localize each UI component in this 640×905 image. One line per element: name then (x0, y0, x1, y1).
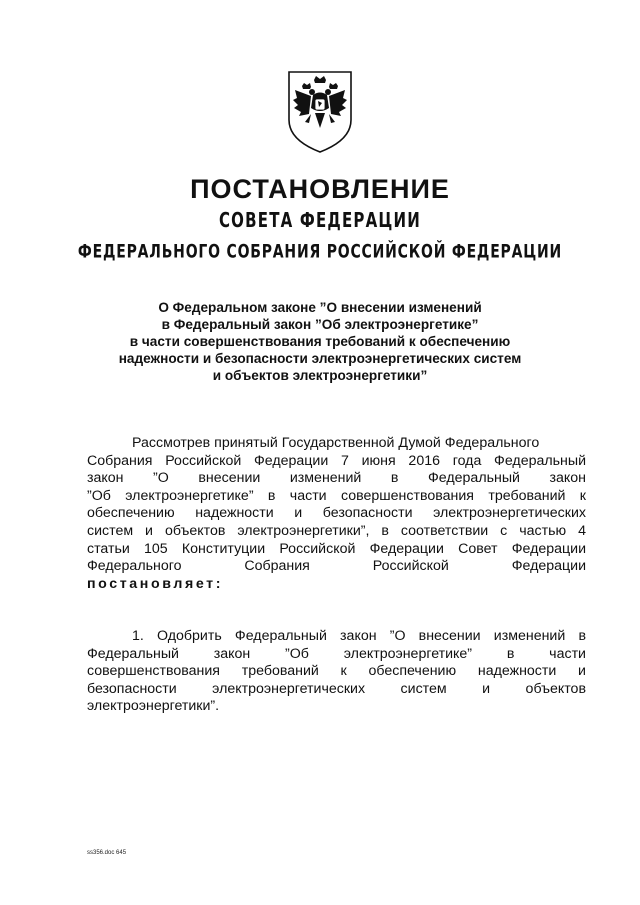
resolution-point-1 (87, 628, 586, 716)
subject-line: надежности и безопасности электроэнергетических систем (118, 351, 522, 366)
paragraph-line: ”Об электроэнергетике” в части совершенствования требований к (87, 487, 586, 504)
resolves-text: постановляет: (87, 575, 224, 592)
subject-line: в части совершенствования требований к обеспечению (129, 334, 511, 349)
paragraph-line: Федеральный закон ”Об электроэнергетике” в части (87, 645, 586, 662)
paragraph-line: Федерального Собрания Российской Федерации (87, 558, 586, 575)
paragraph-line: обеспечению надежности и безопасности электроэнергетических (87, 505, 586, 522)
resolves-keyword (87, 576, 586, 594)
document-subject (80, 299, 560, 384)
russian-coat-of-arms-icon (285, 68, 355, 156)
paragraph-line: закон ”О внесении изменений в Федеральный закон (87, 470, 586, 487)
subject-line: и объектов электроэнергетики” (212, 368, 428, 383)
paragraph-line: 1. Одобрить Федеральный закон ”О внесении изменений в (132, 628, 586, 644)
document-title: ПОСТАНОВЛЕНИЕ (190, 174, 450, 204)
paragraph-line: Собрания Российской Федерации 7 июня 2016 года Федеральный (87, 452, 586, 469)
paragraph-line: совершенствования требований к обеспечению надежности и (87, 663, 586, 680)
subject-line: в Федеральный закон ”Об электроэнергетике” (161, 317, 479, 332)
subject-line: О Федеральном законе ”О внесении изменений (158, 300, 482, 315)
file-reference: ss356.doc 645 (87, 850, 127, 856)
issuing-assembly: ФЕДЕРАЛЬНОГО СОБРАНИЯ РОССИЙСКОЙ ФЕДЕРАЦИИ (77, 241, 563, 263)
paragraph-line: Рассмотрев принятый Государственной Думой Федерального (132, 435, 540, 451)
preamble-paragraph (87, 435, 586, 593)
paragraph-line: систем и объектов электроэнергетики”, в соответствии с частью 4 (87, 522, 586, 539)
paragraph-line: безопасности электроэнергетических систем и объектов (87, 680, 586, 697)
issuing-body: СОВЕТА ФЕДЕРАЦИИ (218, 207, 422, 233)
paragraph-line: статьи 105 Конституции Российской Федерации Совет Федерации (87, 540, 586, 557)
paragraph-line: электроэнергетики”. (87, 698, 220, 715)
